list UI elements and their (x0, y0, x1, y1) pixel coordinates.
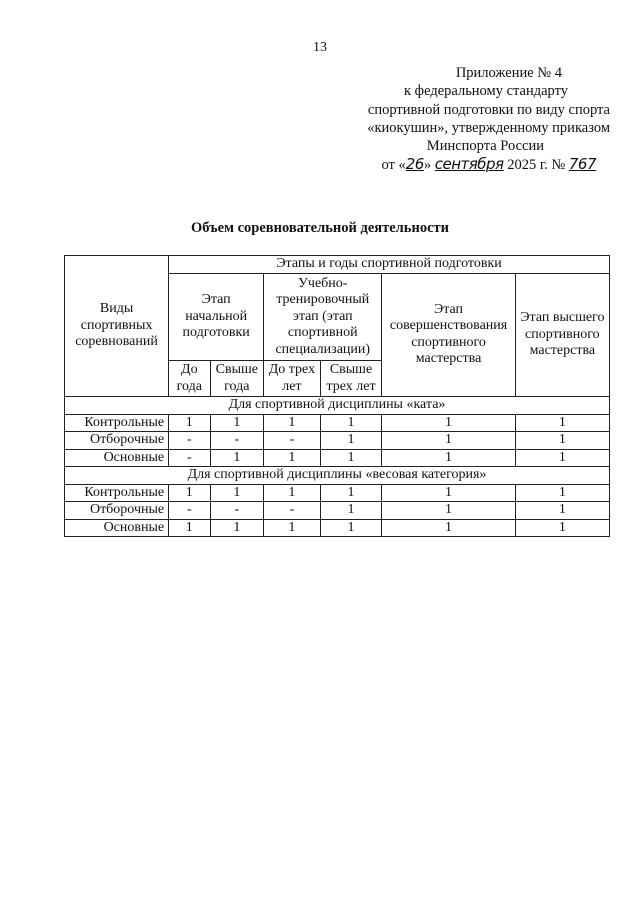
section-title-kata: Для спортивной дисциплины «ката» (65, 397, 610, 415)
header-stage-initial: Этап начальной подготовки (169, 273, 264, 361)
cell: - (264, 432, 320, 450)
cell: 1 (210, 414, 264, 432)
cell: - (264, 502, 320, 520)
table-row (65, 502, 610, 520)
cell: 1 (515, 449, 609, 467)
date-month: сентября (434, 155, 504, 174)
document-title: Объем соревновательной деятельности (191, 220, 449, 236)
row-label: Основные (65, 519, 169, 537)
cell: 1 (382, 484, 515, 502)
cell: 1 (210, 519, 264, 537)
date-day: 26 (405, 155, 424, 174)
cell: - (210, 432, 264, 450)
appendix-date-line (310, 155, 610, 174)
header-up-to-three: До трех лет (264, 361, 320, 397)
cell: 1 (320, 502, 382, 520)
date-prefix: от « (381, 157, 406, 174)
doc-number: 767 (568, 155, 596, 174)
section-title-weight-category: Для спортивной дисциплины «весовая категория» (65, 467, 610, 485)
table-row (65, 484, 610, 502)
competition-table (64, 255, 610, 537)
cell: 1 (210, 449, 264, 467)
cell: - (210, 502, 264, 520)
cell: 1 (382, 414, 515, 432)
appendix-title: Приложение № 4 (455, 65, 562, 81)
cell: 1 (320, 449, 382, 467)
table-row (65, 414, 610, 432)
cell: 1 (515, 432, 609, 450)
cell: 1 (210, 484, 264, 502)
cell: 1 (169, 414, 210, 432)
cell: 1 (515, 519, 609, 537)
cell: 1 (515, 502, 609, 520)
page-number: 13 (313, 40, 327, 55)
appendix-line-2: к федеральному стандарту (404, 83, 568, 100)
cell: 1 (264, 484, 320, 502)
table-row (65, 432, 610, 450)
cell: 1 (264, 449, 320, 467)
header-over-year: Свыше года (210, 361, 264, 397)
appendix-line-4: «киокушин», утвержденному приказом (367, 119, 610, 136)
header-stage-higher: Этап высшего спортивного мастерства (515, 273, 609, 397)
row-label: Отборочные (65, 432, 169, 450)
header-competition-types: Виды спортивных соревнований (65, 256, 169, 397)
appendix-block (310, 64, 610, 175)
cell: 1 (320, 414, 382, 432)
cell: - (169, 449, 210, 467)
cell: - (169, 502, 210, 520)
cell: 1 (382, 502, 515, 520)
appendix-line-5: Минспорта России (426, 138, 544, 155)
cell: 1 (169, 519, 210, 537)
row-label: Основные (65, 449, 169, 467)
cell: 1 (264, 414, 320, 432)
header-stage-training: Учебно-тренировочный этап (этап спортивной специализации) (264, 273, 382, 361)
date-year: 2025 г. № (507, 157, 566, 174)
table-row (65, 519, 610, 537)
header-over-three: Свыше трех лет (320, 361, 382, 397)
cell: 1 (320, 484, 382, 502)
cell: 1 (515, 484, 609, 502)
cell: 1 (264, 519, 320, 537)
row-label: Отборочные (65, 502, 169, 520)
cell: 1 (382, 432, 515, 450)
cell: 1 (169, 484, 210, 502)
date-mid: » (423, 157, 432, 174)
cell: 1 (320, 432, 382, 450)
cell: 1 (382, 449, 515, 467)
cell: 1 (515, 414, 609, 432)
cell: 1 (320, 519, 382, 537)
header-stage-perfection: Этап совершенствования спортивного мастерства (382, 273, 515, 397)
row-label: Контрольные (65, 414, 169, 432)
row-label: Контрольные (65, 484, 169, 502)
header-stages: Этапы и годы спортивной подготовки (169, 256, 610, 274)
appendix-line-3: спортивной подготовки по виду спорта (367, 101, 610, 118)
cell: - (169, 432, 210, 450)
header-up-to-year: До года (169, 361, 210, 397)
table-row (65, 449, 610, 467)
cell: 1 (382, 519, 515, 537)
